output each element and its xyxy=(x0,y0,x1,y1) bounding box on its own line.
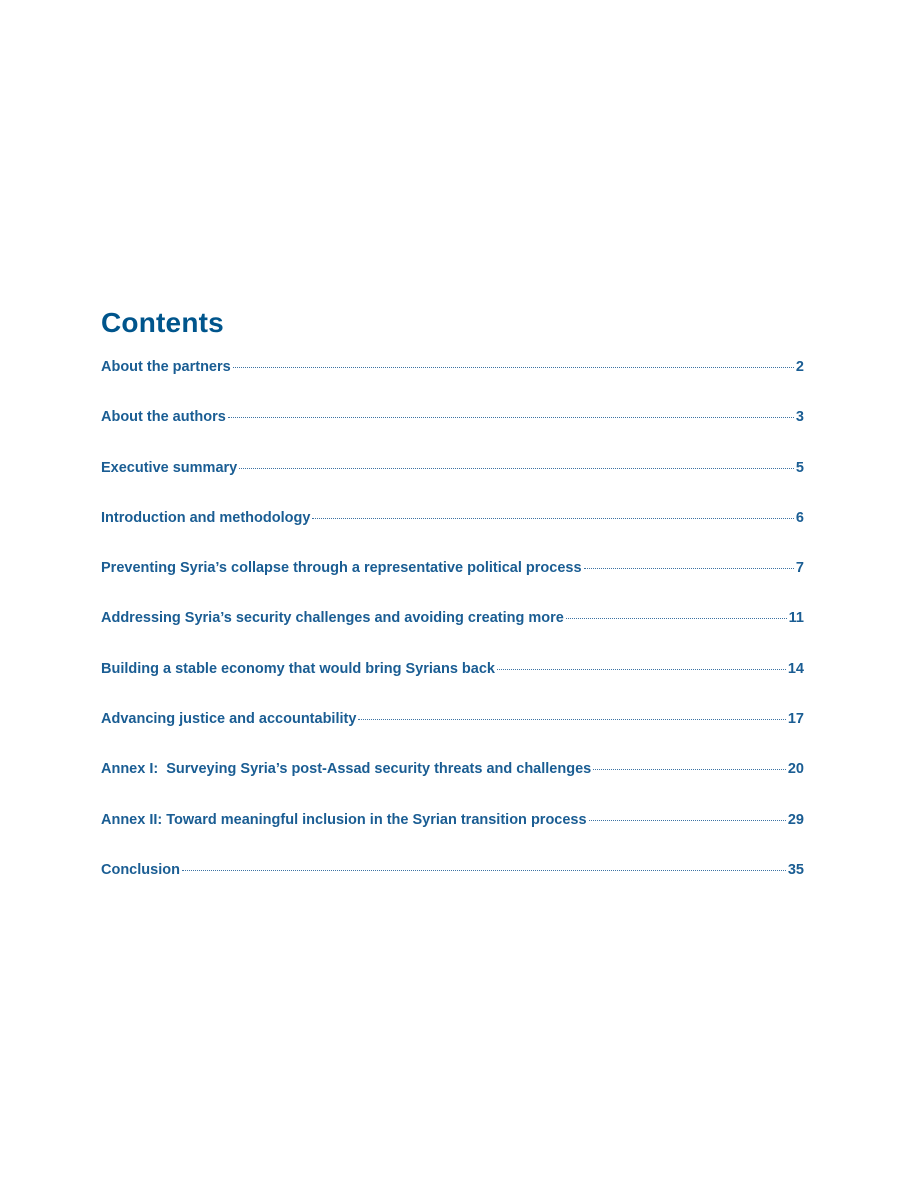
toc-page-number: 17 xyxy=(787,711,804,728)
toc-entry-label: Advancing justice and accountability xyxy=(101,711,357,728)
toc-page-number: 29 xyxy=(787,811,804,828)
dot-leader xyxy=(566,618,787,619)
toc-entry-label: Annex II: Toward meaningful inclusion in the Syrian transition process xyxy=(101,811,587,828)
dot-leader xyxy=(589,820,786,821)
toc-entry-label: Executive summary xyxy=(101,459,238,476)
toc-entry-label: Annex I: Surveying Syria’s post-Assad security threats and challenges xyxy=(101,761,592,778)
toc-entry-conclusion[interactable] xyxy=(101,862,804,912)
toc-entry-label: Preventing Syria’s collapse through a representative political process xyxy=(101,560,582,577)
toc-entry-label: About the partners xyxy=(101,359,231,375)
dot-leader xyxy=(358,719,785,720)
toc-entry-annex-2[interactable] xyxy=(101,812,804,862)
dot-leader xyxy=(584,568,794,569)
dot-leader xyxy=(233,367,794,368)
toc-entry-security-challenges[interactable] xyxy=(101,610,804,660)
table-of-contents xyxy=(101,359,804,912)
dot-leader xyxy=(182,870,786,871)
toc-entry-introduction[interactable] xyxy=(101,510,804,560)
toc-entry-label: Introduction and methodology xyxy=(101,509,311,526)
toc-page-number: 5 xyxy=(795,459,804,476)
toc-entry-stable-economy[interactable] xyxy=(101,661,804,711)
toc-page-number: 6 xyxy=(795,509,804,526)
dot-leader xyxy=(593,769,786,770)
toc-entry-label: Conclusion xyxy=(101,861,180,878)
toc-page-number: 3 xyxy=(795,409,804,426)
dot-leader xyxy=(497,669,786,670)
toc-entry-preventing-collapse[interactable] xyxy=(101,560,804,610)
page-title: Contents xyxy=(101,307,224,338)
toc-entry-about-partners[interactable] xyxy=(101,359,804,409)
toc-entry-label: Building a stable economy that would bring Syrians back xyxy=(101,660,495,677)
toc-page-number: 14 xyxy=(787,660,804,677)
toc-page-number: 11 xyxy=(788,610,804,627)
toc-page-number: 2 xyxy=(795,359,804,375)
toc-page-number: 35 xyxy=(787,861,804,878)
toc-page-number: 7 xyxy=(795,560,804,577)
dot-leader xyxy=(239,468,794,469)
toc-entry-label: Addressing Syria’s security challenges and avoiding creating more xyxy=(101,610,564,627)
toc-entry-justice-accountability[interactable] xyxy=(101,711,804,761)
dot-leader xyxy=(228,417,794,418)
toc-page-number: 20 xyxy=(787,761,804,778)
toc-entry-annex-1[interactable] xyxy=(101,761,804,811)
toc-entry-label: About the authors xyxy=(101,409,226,426)
dot-leader xyxy=(312,518,794,519)
toc-entry-executive-summary[interactable] xyxy=(101,460,804,510)
toc-entry-about-authors[interactable] xyxy=(101,409,804,459)
